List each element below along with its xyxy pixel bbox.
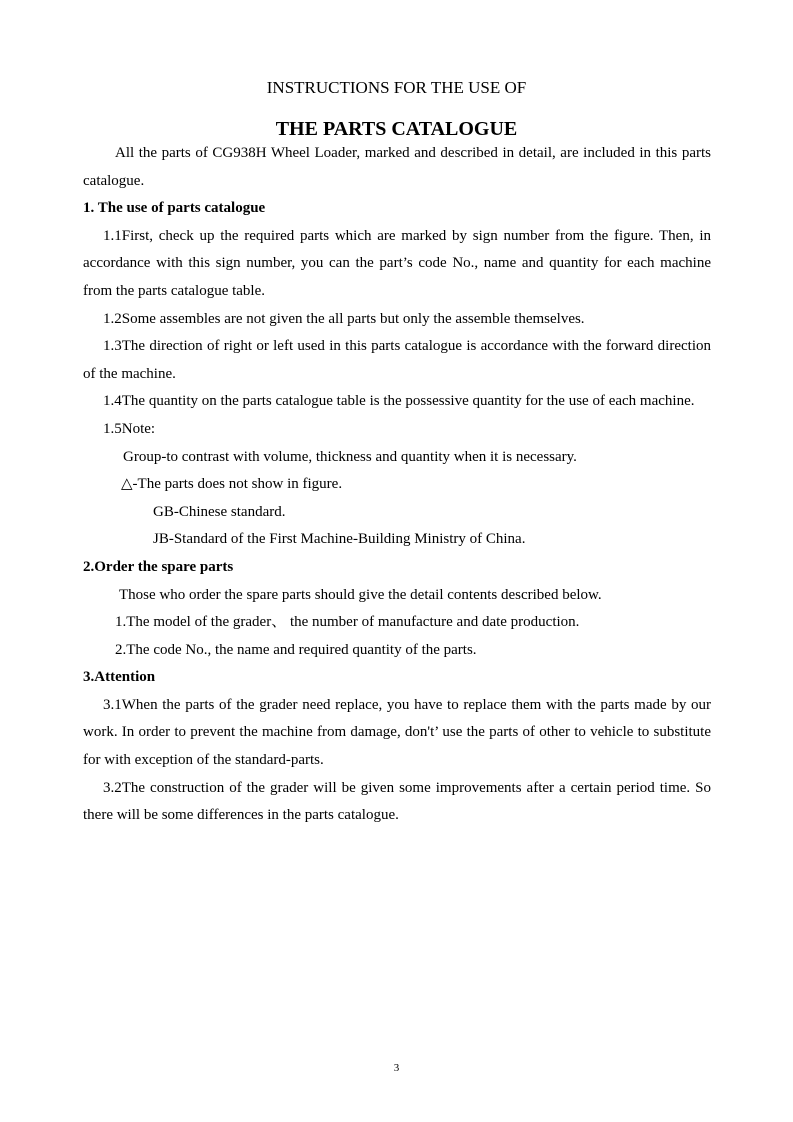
paragraph-1-5: 1.5Note: <box>103 420 156 437</box>
intro-paragraph: All the parts of CG938H Wheel Loader, marked and described in detail, are included in this parts catalogue. <box>83 145 711 189</box>
note-triangle: △-The parts does not show in figure. <box>121 476 343 493</box>
paragraph-1-1: 1.1First, check up the required parts which are marked by sign number from the figure. Then, in accordance with this sign number, you can the part’s code No., name and quantity for each machine from the parts catalogue table. <box>83 227 711 299</box>
document-body <box>83 140 711 830</box>
paragraph-1-4: 1.4The quantity on the parts catalogue table is the possessive quantity for the use of each machine. <box>103 393 695 410</box>
note-group: Group-to contrast with volume, thickness and quantity when it is necessary. <box>123 448 577 465</box>
page-number: 3 <box>393 1062 400 1074</box>
paragraph-3-1: 3.1When the parts of the grader need replace, you have to replace them with the parts made by our work. In order to prevent the machine from damage, don't’ use the parts of other to vehicle to substitute for with exception of the standard-parts. <box>83 696 711 769</box>
paragraph-1-3: 1.3The direction of right or left used in this parts catalogue is accordance with the forward direction of the machine. <box>83 338 711 382</box>
note-gb: GB-Chinese standard. <box>153 503 286 520</box>
section-3-heading: 3.Attention <box>83 669 156 686</box>
order-item-1: 1.The model of the grader、 the number of manufacture and date production. <box>115 614 580 631</box>
section-2-heading: 2.Order the spare parts <box>83 558 234 575</box>
note-jb: JB-Standard of the First Machine-Building Ministry of China. <box>153 531 526 548</box>
paragraph-1-2: 1.2Some assembles are not given the all parts but only the assemble themselves. <box>103 310 585 327</box>
section-2-intro: Those who order the spare parts should give the detail contents described below. <box>119 586 602 603</box>
order-item-2: 2.The code No., the name and required quantity of the parts. <box>115 641 477 658</box>
paragraph-3-2: 3.2The construction of the grader will be given some improvements after a certain period time. So there will be some differences in the parts catalogue. <box>83 779 711 824</box>
title-line-1: INSTRUCTIONS FOR THE USE OF <box>266 78 527 97</box>
title-line-2: THE PARTS CATALOGUE <box>275 118 518 140</box>
section-1-heading: 1. The use of parts catalogue <box>83 200 266 217</box>
